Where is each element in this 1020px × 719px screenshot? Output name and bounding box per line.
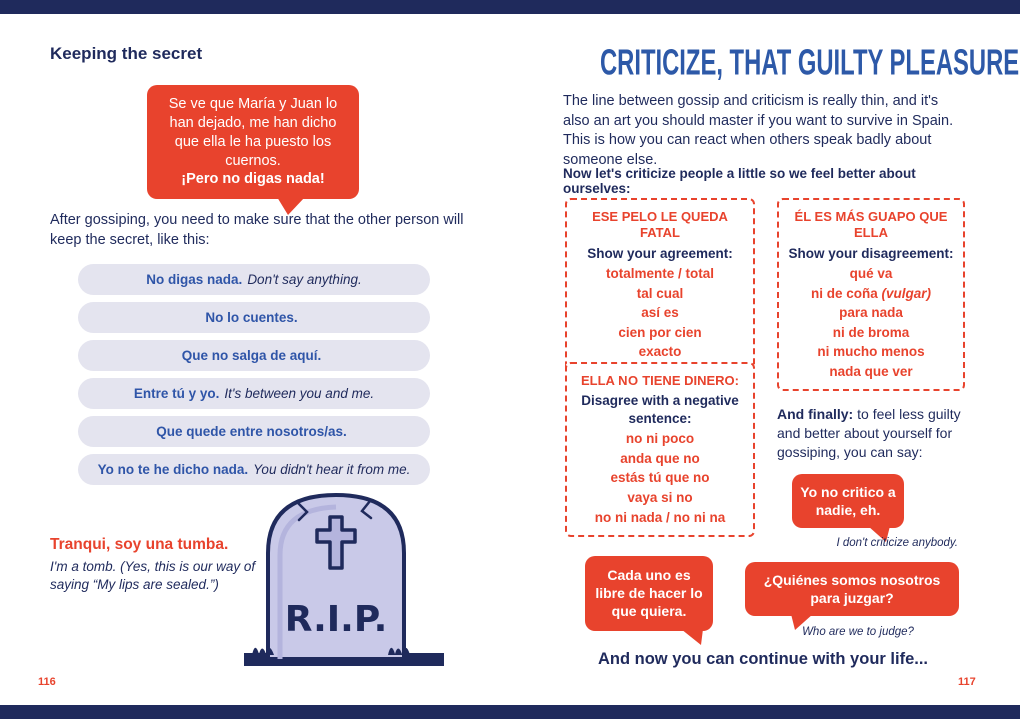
criticize-lead-line: Now let's criticize people a little so we feel better about ourselves:: [563, 166, 916, 196]
negative-item: no ni poco: [625, 431, 695, 447]
disagreement-box-heading: ÉL ES MÁS GUAPO QUE ELLA: [794, 209, 948, 241]
negative-item: no ni nada / no ni na: [594, 509, 726, 525]
gossip-speech-bubble: [147, 85, 359, 199]
agreement-box-subheading: Show your agreement:: [587, 245, 733, 261]
negative-item: estás tú que no: [610, 470, 710, 486]
phrase-spanish: Que no salga de aquí.: [181, 348, 322, 363]
secret-phrase-pill: [78, 378, 430, 409]
left-page-heading: Keeping the secret: [50, 44, 203, 63]
page-number-left: 116: [38, 676, 56, 688]
negative-item: anda que no: [620, 450, 700, 466]
left-intro-paragraph: After gossiping, you need to make sure that the other person will keep the secret, like this:: [50, 212, 464, 248]
disagreement-item: [783, 284, 959, 304]
agreement-box: [565, 198, 755, 372]
negative-heading-no: NO: [618, 373, 639, 388]
phrase-english: It's between you and me.: [224, 386, 375, 401]
disagreement-item: ni mucho menos: [817, 344, 925, 360]
page-number-right: 117: [958, 676, 976, 688]
secret-phrase-pill: [78, 340, 430, 371]
negative-heading-pre: ELLA: [580, 373, 615, 388]
disagreement-item: nada que ver: [829, 363, 913, 379]
disagreement-item-text: ni de coña: [810, 285, 878, 301]
agreement-box-heading: ESE PELO LE QUEDA FATAL: [592, 209, 728, 241]
tomb-phrase: Tranqui, soy una tumba.: [50, 536, 229, 553]
negative-sentence-box: [565, 362, 755, 537]
no-criticize-text: Yo no critico a nadie, eh.: [800, 484, 896, 519]
speech-bubble-tail: [679, 629, 705, 645]
negative-heading-post: TIENE DINERO:: [642, 373, 739, 388]
gossip-speech-bold: ¡Pero no digas nada!: [181, 171, 325, 188]
finally-paragraph: [777, 405, 967, 462]
agreement-item: cien por cien: [618, 324, 702, 340]
top-border-bar: [0, 0, 1020, 14]
no-criticize-caption: I don't criticize anybody.: [836, 537, 958, 549]
tombstone-rip-text: R.I.P.: [284, 599, 388, 640]
cada-uno-bubble: [585, 556, 713, 631]
outro-line: And now you can continue with your life...: [597, 650, 928, 668]
disagreement-box-subheading: Show your disagreement:: [788, 245, 954, 261]
phrase-english: Don't say anything.: [247, 272, 362, 287]
phrase-spanish: Yo no te he dicho nada.: [97, 462, 249, 477]
negative-item: vaya si no: [627, 490, 693, 506]
agreement-item: así es: [641, 305, 679, 321]
right-page-title: [563, 38, 1020, 83]
tomb-phrase-translation: I'm a tomb. (Yes, this is our way of saying “My lips are sealed.”): [50, 559, 256, 593]
right-intro-paragraph: The line between gossip and criticism is really thin, and it's also an art you should master if you want to survive in Spain. This is how you can react when others speak badly about someone else.: [563, 93, 954, 168]
phrase-english: You didn't hear it from me.: [253, 462, 411, 477]
disagreement-item: para nada: [839, 305, 903, 321]
negative-box-heading: [571, 373, 749, 389]
no-criticize-bubble: [792, 474, 904, 528]
finally-bold: And finally:: [777, 406, 854, 422]
quienes-bubble: [745, 562, 959, 616]
finally-rest: to feel less guilty and better about yourself for gossiping, you can say:: [777, 406, 961, 460]
disagreement-item: ni de broma: [832, 324, 910, 340]
phrase-spanish: No lo cuentes.: [205, 310, 298, 325]
phrase-spanish: No digas nada.: [146, 272, 243, 287]
tombstone-illustration: [238, 473, 450, 678]
phrase-spanish: Que quede entre nosotros/as.: [156, 424, 347, 439]
disagreement-item: qué va: [849, 266, 893, 282]
quienes-text: ¿Quiénes somos nosotros para juzgar?: [763, 572, 941, 607]
negative-box-subheading: Disagree with a negative sentence:: [581, 393, 739, 426]
agreement-item: tal cual: [636, 285, 684, 301]
grass-right: [388, 648, 410, 655]
secret-phrase-pill: [78, 264, 430, 295]
bottom-border-bar: [0, 705, 1020, 719]
secret-phrase-pill: [78, 416, 430, 447]
quienes-caption: Who are we to judge?: [802, 626, 914, 638]
vulgar-note: (vulgar): [881, 285, 932, 301]
phrase-spanish: Entre tú y yo.: [133, 386, 220, 401]
right-page-title-text: CRITICIZE, THAT GUILTY PLEASURE: [599, 42, 1020, 83]
gossip-speech-text: Se ve que María y Juan lo han dejado, me han dicho que ella le ha puesto los cuernos.: [168, 96, 338, 169]
agreement-item: exacto: [638, 344, 682, 360]
grass-left: [252, 648, 274, 655]
agreement-item: totalmente / total: [605, 266, 714, 282]
cada-uno-text: Cada uno es libre de hacer lo que quiera.: [595, 567, 703, 620]
secret-phrase-pill: [78, 302, 430, 333]
disagreement-box: [777, 198, 965, 391]
